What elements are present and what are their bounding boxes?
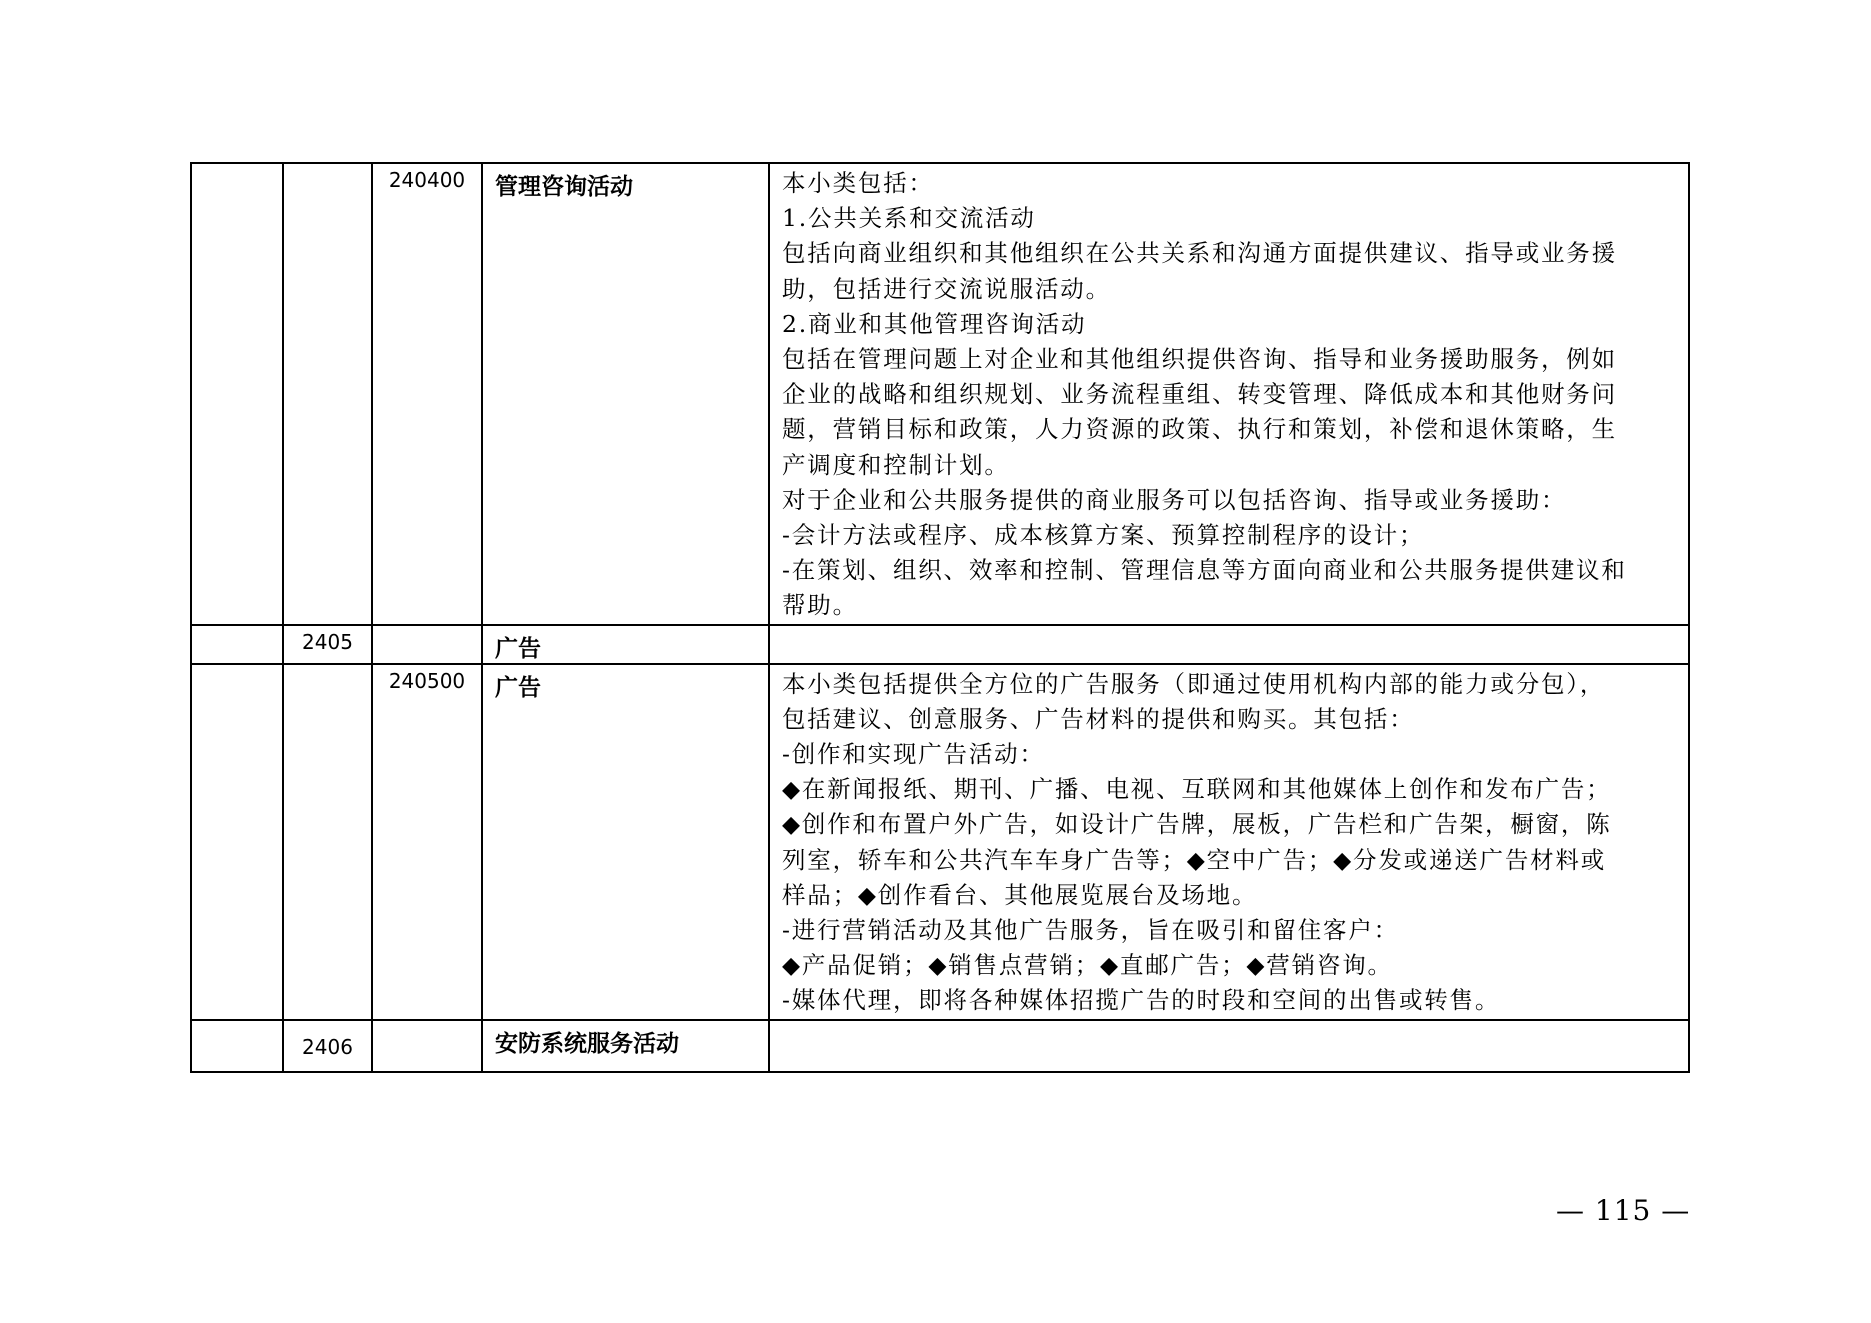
description-line: 题，营销目标和政策，人力资源的政策、执行和策划，补偿和退休策略，生 [782, 415, 1617, 444]
description-cell [769, 163, 1689, 625]
name-cell: 安防系统服务活动 [482, 1020, 769, 1072]
description-line: 包括在管理问题上对企业和其他组织提供咨询、指导和业务援助服务，例如 [782, 345, 1617, 374]
subclass-code-cell [372, 625, 482, 664]
description-line: 样品；◆创作看台、其他展览展台及场地。 [782, 880, 1258, 909]
group-code-cell [283, 163, 372, 625]
page-number: — 115 — [1556, 1194, 1691, 1227]
subclass-code-cell: 240400 [372, 163, 482, 625]
class-code-cell [191, 1020, 283, 1072]
description-line: -在策划、组织、效率和控制、管理信息等方面向商业和公共服务提供建议和 [782, 556, 1627, 585]
description-line: ◆在新闻报纸、期刊、广播、电视、互联网和其他媒体上创作和发布广告； [782, 775, 1612, 804]
description-line: ◆产品促销；◆销售点营销；◆直邮广告；◆营销咨询。 [782, 951, 1393, 980]
description-line: 1.公共关系和交流活动 [782, 204, 1036, 233]
table-row [191, 625, 1689, 664]
classification-table [190, 162, 1690, 1073]
name-cell: 广告 [482, 625, 769, 664]
subclass-code-cell: 240500 [372, 664, 482, 1020]
description-line: 本小类包括提供全方位的广告服务（即通过使用机构内部的能力或分包）， [782, 669, 1606, 698]
description-line: 企业的战略和组织规划、业务流程重组、转变管理、降低成本和其他财务问 [782, 380, 1617, 409]
class-code-cell [191, 664, 283, 1020]
subclass-code-cell [372, 1020, 482, 1072]
description-line: 产调度和控制计划。 [782, 450, 1010, 479]
name-cell: 广告 [482, 664, 769, 1020]
description-line: 对于企业和公共服务提供的商业服务可以包括咨询、指导或业务援助： [782, 485, 1567, 514]
description-line: 助，包括进行交流说服活动。 [782, 274, 1111, 303]
description-line: -媒体代理，即将各种媒体招揽广告的时段和空间的出售或转售。 [782, 986, 1501, 1015]
description-line: 本小类包括： [782, 169, 934, 197]
table-row [191, 163, 1689, 625]
description-line: 2.商业和其他管理咨询活动 [782, 309, 1087, 338]
group-code-cell: 2405 [283, 625, 372, 664]
description-cell [769, 664, 1689, 1020]
description-line: -会计方法或程序、成本核算方案、预算控制程序的设计； [782, 521, 1425, 550]
table-row [191, 664, 1689, 1020]
description-line: 包括建议、创意服务、广告材料的提供和购买。其包括： [782, 704, 1415, 733]
group-code-cell: 2406 [283, 1020, 372, 1072]
class-code-cell [191, 163, 283, 625]
name-cell: 管理咨询活动 [482, 163, 769, 625]
description-line: 帮助。 [782, 591, 858, 620]
description-line: -进行营销活动及其他广告服务，旨在吸引和留住客户： [782, 916, 1399, 945]
table-row [191, 1020, 1689, 1072]
description-cell [769, 625, 1689, 664]
group-code-cell [283, 664, 372, 1020]
description-cell [769, 1020, 1689, 1072]
description-line: -创作和实现广告活动： [782, 740, 1045, 769]
description-line: 包括向商业组织和其他组织在公共关系和沟通方面提供建议、指导或业务援 [782, 239, 1617, 268]
description-line: 列室，轿车和公共汽车车身广告等；◆空中广告；◆分发或递送广告材料或 [782, 845, 1607, 874]
description-line: ◆创作和布置户外广告，如设计广告牌，展板，广告栏和广告架，橱窗，陈 [782, 810, 1612, 839]
class-code-cell [191, 625, 283, 664]
